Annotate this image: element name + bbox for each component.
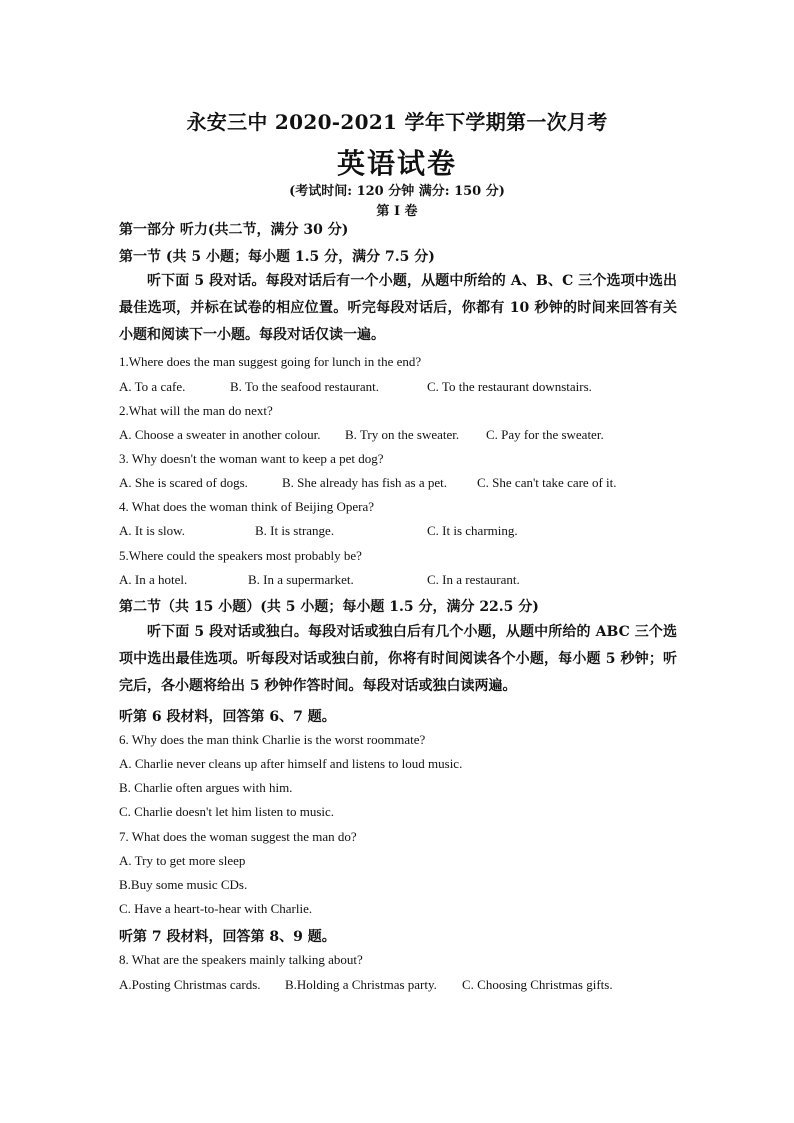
question-7-option-b: B.Buy some music CDs. — [119, 877, 248, 892]
question-4-option-a: A. It is slow. — [119, 523, 185, 538]
question-4-stem: 4. What does the woman think of Beijing Opera? — [119, 499, 375, 514]
question-6-option-a: A. Charlie never cleans up after himself and listens to loud music. — [119, 756, 463, 771]
question-8-option-c: C. Choosing Christmas gifts. — [462, 977, 613, 992]
question-3-stem: 3. Why doesn't the woman want to keep a pet dog? — [119, 451, 384, 466]
question-7-option-c: C. Have a heart-to-hear with Charlie. — [119, 901, 313, 916]
question-5-option-c: C. In a restaurant. — [427, 572, 520, 587]
question-4-option-c: C. It is charming. — [427, 523, 518, 538]
question-3-option-b: B. She already has fish as a pet. — [282, 475, 447, 490]
section2-heading: 第二节（共 15 小题）(共 5 小题；每小题 1.5 分，满分 22.5 分) — [119, 599, 539, 615]
question-2-option-a: A. Choose a sweater in another colour. — [119, 427, 321, 442]
question-3-option-c: C. She can't take care of it. — [477, 475, 617, 490]
question-7-stem: 7. What does the woman suggest the man do? — [119, 829, 357, 844]
question-8-option-b: B.Holding a Christmas party. — [285, 977, 437, 992]
exam-title: 永安三中 2020-2021 学年下学期第一次月考 — [186, 110, 608, 134]
question-5-stem: 5.Where could the speakers most probably be? — [119, 548, 362, 563]
question-5-option-a: A. In a hotel. — [119, 572, 188, 587]
question-6-option-b: B. Charlie often argues with him. — [119, 780, 293, 795]
question-1-stem: 1.Where does the man suggest going for lunch in the end? — [119, 354, 422, 369]
section2-instructions: 听下面 5 段对话或独白。每段对话或独白后有几个小题，从题中所给的 ABC 三个选项中选出最佳选项。听每段对话或独白前，你将有时间阅读各个小题，每小题 5 秒钟；听完后，各小题将给出 5 秒钟作答时间。每段对话或独白读两遍。 — [119, 624, 677, 694]
question-3-option-a: A. She is scared of dogs. — [119, 475, 248, 490]
question-1-option-c: C. To the restaurant downstairs. — [427, 379, 592, 394]
section1-heading: 第一节 (共 5 小题；每小题 1.5 分，满分 7.5 分) — [119, 249, 435, 265]
question-2-stem: 2.What will the man do next? — [119, 403, 273, 418]
section1-instructions: 听下面 5 段对话。每段对话后有一个小题，从题中所给的 A、B、C 三个选项中选出最佳选项，并标在试卷的相应位置。听完每段对话后，你都有 10 秒钟的时间来回答有关小题和阅读下一小题。每段对话仅读一遍。 — [119, 273, 677, 343]
question-6-option-c: C. Charlie doesn't let him listen to music. — [119, 804, 335, 819]
exam-info: (考试时间: 120 分钟 满分: 150 分) — [289, 184, 505, 199]
question-8-stem: 8. What are the speakers mainly talking about? — [119, 952, 363, 967]
material6-heading: 听第 6 段材料，回答第 6、7 题。 — [119, 709, 336, 725]
part1-heading: 第一部分 听力(共二节，满分 30 分) — [119, 222, 349, 238]
question-2-option-b: B. Try on the sweater. — [345, 427, 460, 442]
question-2-option-c: C. Pay for the sweater. — [486, 427, 604, 442]
question-1-option-b: B. To the seafood restaurant. — [230, 379, 380, 394]
question-7-option-a: A. Try to get more sleep — [119, 853, 246, 868]
exam-subject-title: 英语试卷 — [336, 147, 457, 180]
question-6-stem: 6. Why does the man think Charlie is the worst roommate? — [119, 732, 426, 747]
question-5-option-b: B. In a supermarket. — [248, 572, 354, 587]
material7-heading: 听第 7 段材料，回答第 8、9 题。 — [119, 929, 336, 945]
volume-label: 第 I 卷 — [376, 204, 418, 219]
question-1-option-a: A. To a cafe. — [119, 379, 186, 394]
question-8-option-a: A.Posting Christmas cards. — [119, 977, 261, 992]
question-4-option-b: B. It is strange. — [255, 523, 335, 538]
